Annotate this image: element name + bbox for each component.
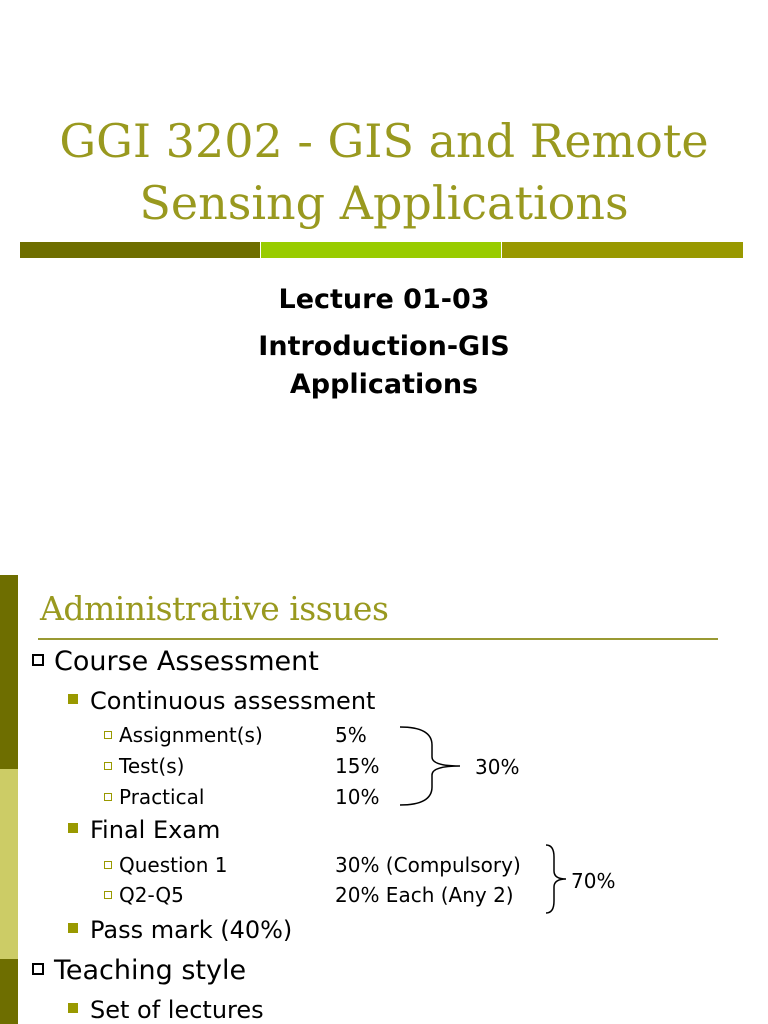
bullet-tests <box>104 754 184 778</box>
bullet-question-1 <box>104 853 228 877</box>
question-1-weight: 30% (Compulsory) <box>335 853 521 877</box>
practical-weight: 10% <box>335 785 380 809</box>
side-strip-light <box>0 769 18 959</box>
title-bar-segment-mid <box>502 242 743 258</box>
square-bullet-icon <box>68 923 78 933</box>
small-hollow-square-bullet-icon <box>104 762 112 770</box>
bullet-text: Assignment(s) <box>119 723 263 747</box>
bullet-continuous-assessment <box>68 687 375 715</box>
square-bullet-icon <box>68 1003 78 1013</box>
title-bar-segment-dark <box>20 242 260 258</box>
small-hollow-square-bullet-icon <box>104 731 112 739</box>
bullet-text: Practical <box>119 785 205 809</box>
bullet-text: Set of lectures <box>90 996 264 1024</box>
q2-q5-weight: 20% Each (Any 2) <box>335 883 514 907</box>
title-bar-segment-light <box>261 242 501 258</box>
exam-brace-icon <box>544 843 570 915</box>
slide-title-line-2: Sensing Applications <box>139 176 629 230</box>
bullet-teaching-style <box>32 955 246 986</box>
bullet-text: Question 1 <box>119 853 228 877</box>
square-bullet-icon <box>68 694 78 704</box>
content-slide <box>0 575 768 1024</box>
bullet-text: Pass mark (40%) <box>90 916 293 944</box>
assignments-weight: 5% <box>335 723 367 747</box>
exam-total: 70% <box>571 869 616 893</box>
bullet-set-of-lectures <box>68 996 264 1024</box>
side-strip-dark-bottom <box>0 959 18 1024</box>
lecture-topic-line-2: Applications <box>289 369 479 400</box>
small-hollow-square-bullet-icon <box>104 861 112 869</box>
bullet-text: Q2-Q5 <box>119 883 184 907</box>
lecture-number: Lecture 01-03 <box>278 284 490 315</box>
hollow-square-bullet-icon <box>32 654 44 666</box>
heading-rule <box>38 638 718 640</box>
hollow-square-bullet-icon <box>32 963 44 975</box>
bullet-text: Final Exam <box>90 816 221 844</box>
lecture-topic <box>0 328 768 404</box>
bullet-assignments <box>104 723 263 747</box>
side-strip-dark <box>0 575 18 769</box>
small-hollow-square-bullet-icon <box>104 793 112 801</box>
bullet-final-exam <box>68 816 220 844</box>
bullet-q2-q5 <box>104 883 184 907</box>
bullet-text: Test(s) <box>119 754 185 778</box>
bullet-text: Teaching style <box>54 955 247 986</box>
slide-title <box>0 110 768 234</box>
bullet-pass-mark <box>68 916 292 944</box>
bullet-practical <box>104 785 204 809</box>
small-hollow-square-bullet-icon <box>104 891 112 899</box>
lecture-topic-line-1: Introduction-GIS <box>258 331 510 362</box>
tests-weight: 15% <box>335 754 380 778</box>
bullet-text: Course Assessment <box>54 646 319 677</box>
bullet-text: Continuous assessment <box>90 687 376 715</box>
square-bullet-icon <box>68 823 78 833</box>
slide-title-line-1: GGI 3202 - GIS and Remote <box>59 114 709 168</box>
continuous-brace-icon <box>398 725 468 807</box>
slide-heading: Administrative issues <box>40 589 389 628</box>
continuous-total: 30% <box>475 755 520 779</box>
bullet-course-assessment <box>32 646 319 677</box>
